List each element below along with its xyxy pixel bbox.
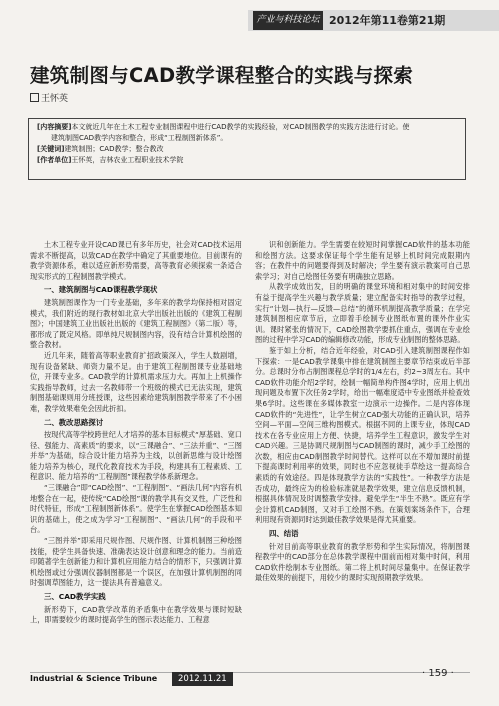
issue-label: 2012年第11卷第21期 [329, 14, 446, 27]
body-paragraph: 土木工程专业开设CAD课已有多年历史，社会对CAD技术运用需求不断提高，以致CAD在教学中确定了其重要地位。目前课有的教学资源体系，难以适应新形势需要，高等教育必须探索一条适合现实形式的工程制图教学模式。 [30, 240, 242, 281]
abstract-text-2: 建筑制图CAD教学内容和整合，形成“工程制图新体系”。 [51, 134, 228, 142]
page-number: · 159 · [422, 668, 454, 679]
footer-date-badge: 2012.11.21 [172, 672, 233, 686]
body-paragraph: 近几年来，随着高等职业教育扩招政策深入，学生人数剧增，现有设备紧缺、师资力量不足。由于建筑工程制图课专业基础地位，开课专业多。CAD教学的计算机需求压力大。再加上上机操作实践指导教师，过去一名教师带一个班级的模式已无法实现，建筑制图基础课则用分班授课，这些因素给建筑制图教学带来了不小困难，教学效果难免会因此折扣。 [30, 350, 242, 413]
author-info-line [37, 155, 457, 166]
journal-name-banner: 产业与科技论坛 [253, 11, 323, 30]
keywords-line [37, 144, 457, 155]
keywords-label: [关键词] [37, 145, 65, 153]
section-heading: 三、CAD教学实践 [44, 592, 106, 601]
section-heading: 四、结语 [269, 529, 299, 539]
body-paragraph: 识和创新能力。学生需要在较短时间掌握CAD软件的基本功能和绘图方法。这要求保证每个学生能有足够上机时间完成限期内容；在教件中的问题要得到及时解决；学生要有演示教案可自己思索学习；对自己绘图任务要有明确独立思路。 [255, 240, 470, 281]
body-paragraph: 鉴于如上分析，结合近年经验，对CAD引入建筑制图课程作如下探索：一是CAD教学课集中排在建筑制图主要章节结束或后半部分。总课时分布占制图课程总学时的1/4左右，约2~3周左右。其中CAD软件功能介绍2学时，绘制一幅简单构件图4学时，应用上机出现问题及布置下次任务2学时，给出一幅难度适中专业图纸并检查效果6学时。这些课在多媒体教室一边演示一边操作。二是内容体现CAD软件的“先进性”，让学生树立CAD强大功能的正确认识，培养空间—平面—空间三维构图模式。根据不同的上课专业，体现CAD技术在各专业应用上方便、快捷，培养学生工程意识，激发学生对CAD兴趣。三是协调尺规制图与CAD制图的课时，减少手工绘图的次数，相应由CAD制图教学时间替代。这样可以在不增加课时前提下提高课时利用率的效果，同时也不应忽视徒手草绘这一提高综合素质的有效途径。四是体现教学方法的“实践性”。一种教学方法是否成功，最终应为的检验标准就是教学效果，建立信息反馈机制，根据具体情况及时调整教学安排。避免学生“半生不熟”。既应有学会计算机CAD制图，又对手工绘图不熟。在策划案场条件下，合理利用现有资源同时达到最佳教学效果是得尤其重要。 [255, 345, 470, 525]
author-name: 王怀英 [41, 94, 69, 104]
author-line [30, 91, 68, 104]
author-box-icon [30, 93, 39, 102]
footer-rule [30, 672, 470, 673]
author-info-text: 王怀英，吉林农业工程职业技术学院 [71, 156, 184, 164]
keywords-text: 建筑制图；CAD教学；整合教改 [64, 145, 164, 153]
body-paragraph: “三图并举”即采用尺规作图、尺规作图、计算机制图三种绘图技能，使学生具备快速、准确表达设计创意和理念的能力。当前造印随著学生创新能力和计算机应用能力结合的情形下，只强调计算机绘图或过分强调仪器制图都是一个误区，在加强计算机制图的同时强调草图能力，这一提法具有普遍意义。 [30, 536, 242, 588]
left-column [30, 240, 242, 626]
author-info-label: [作者单位] [37, 156, 72, 164]
abstract-label: [内容摘要] [37, 123, 72, 131]
right-column [255, 240, 470, 584]
body-paragraph: 按现代高等学校跨世纪人才培养的基本目标模式“厚基础、宽口径、强能力、高素质”的要求，以“三课融合”、“三法并重”、“三图并举”为基础，综合设计能力培养为主线，以创新思维与设计绘图能力培养为核心，现代化教育技术为手段，构建具有工程素质、工程意识、能力培养的“工程制图”课程教学体系新理念。 [30, 430, 242, 482]
body-paragraph: “三课融合”即“CAD绘图”、“工程制图”、“画法几何”内容有机地整合在一起，使传统“CAD绘图”课的教学具有交叉性，广泛性和时代特征，形成“工程制图新体系”。使学生在掌握CAD绘图基本知识的基础上，使之成为学习“工程制图”、“画法几何”的手段和平台。 [30, 483, 242, 535]
body-paragraph: 从教学成效出发，目的明确的课堂环境和相对集中的时间安排有益于提高学生兴趣与教学质量；建立配备实时指导的教学过程，实行“计划—执行—反馈—总结”的循环机制提高教学质量；在学完建筑制图相应章节后，立即着手绘制专业图纸布置的课外作业实训。课时紧张的情况下，CAD绘图教学要抓住重点，强调在专业绘图的过程中学习CAD的编辑修改功能，形成专业制图的整体思路。 [255, 282, 470, 345]
body-paragraph: 新形势下，CAD教学改革的矛盾集中在教学效果与课时短缺上，即需要较少的课时提高学生的图示表达能力、工程意 [30, 604, 242, 625]
abstract-paragraph [37, 122, 457, 133]
article-title: 建筑制图与CAD教学课程整合的实践与探索 [30, 64, 414, 87]
abstract-box [28, 118, 466, 180]
body-paragraph: 针对目前高等职业教育的教学形势和学生实际情况，将制图课程教学中的CAD部分在总体教学课程中面前而相对集中时间，利用CAD软件绘制本专业图纸。第二将上机时间尽量集中。在保证教学最佳效果的前提下，用较少的课时实现预期教学效果。 [255, 541, 470, 583]
footer-journal-title: Industrial & Science Tribune [30, 674, 158, 683]
abstract-text-1: 本文就近几年在土木工程专业制图课程中进行CAD教学的实践经验，对CAD制图教学的实践方法进行讨论。使 [71, 123, 410, 131]
body-paragraph: 建筑制图课作为一门专业基础，多年来的教学均保持相对固定模式，我们附近的现行教材如北京大学出版社出版的《建筑工程制图》；中国建筑工业出版社出版的《建筑工程制图》（第二版）等，都形成了既定风格。即单纯尺规制图内容，没有结合计算机绘图的整合教材。 [30, 297, 242, 350]
section-heading: 一、建筑制图与CAD课程教学现状 [44, 285, 158, 295]
section-heading: 二、教改思路探讨 [44, 417, 104, 427]
